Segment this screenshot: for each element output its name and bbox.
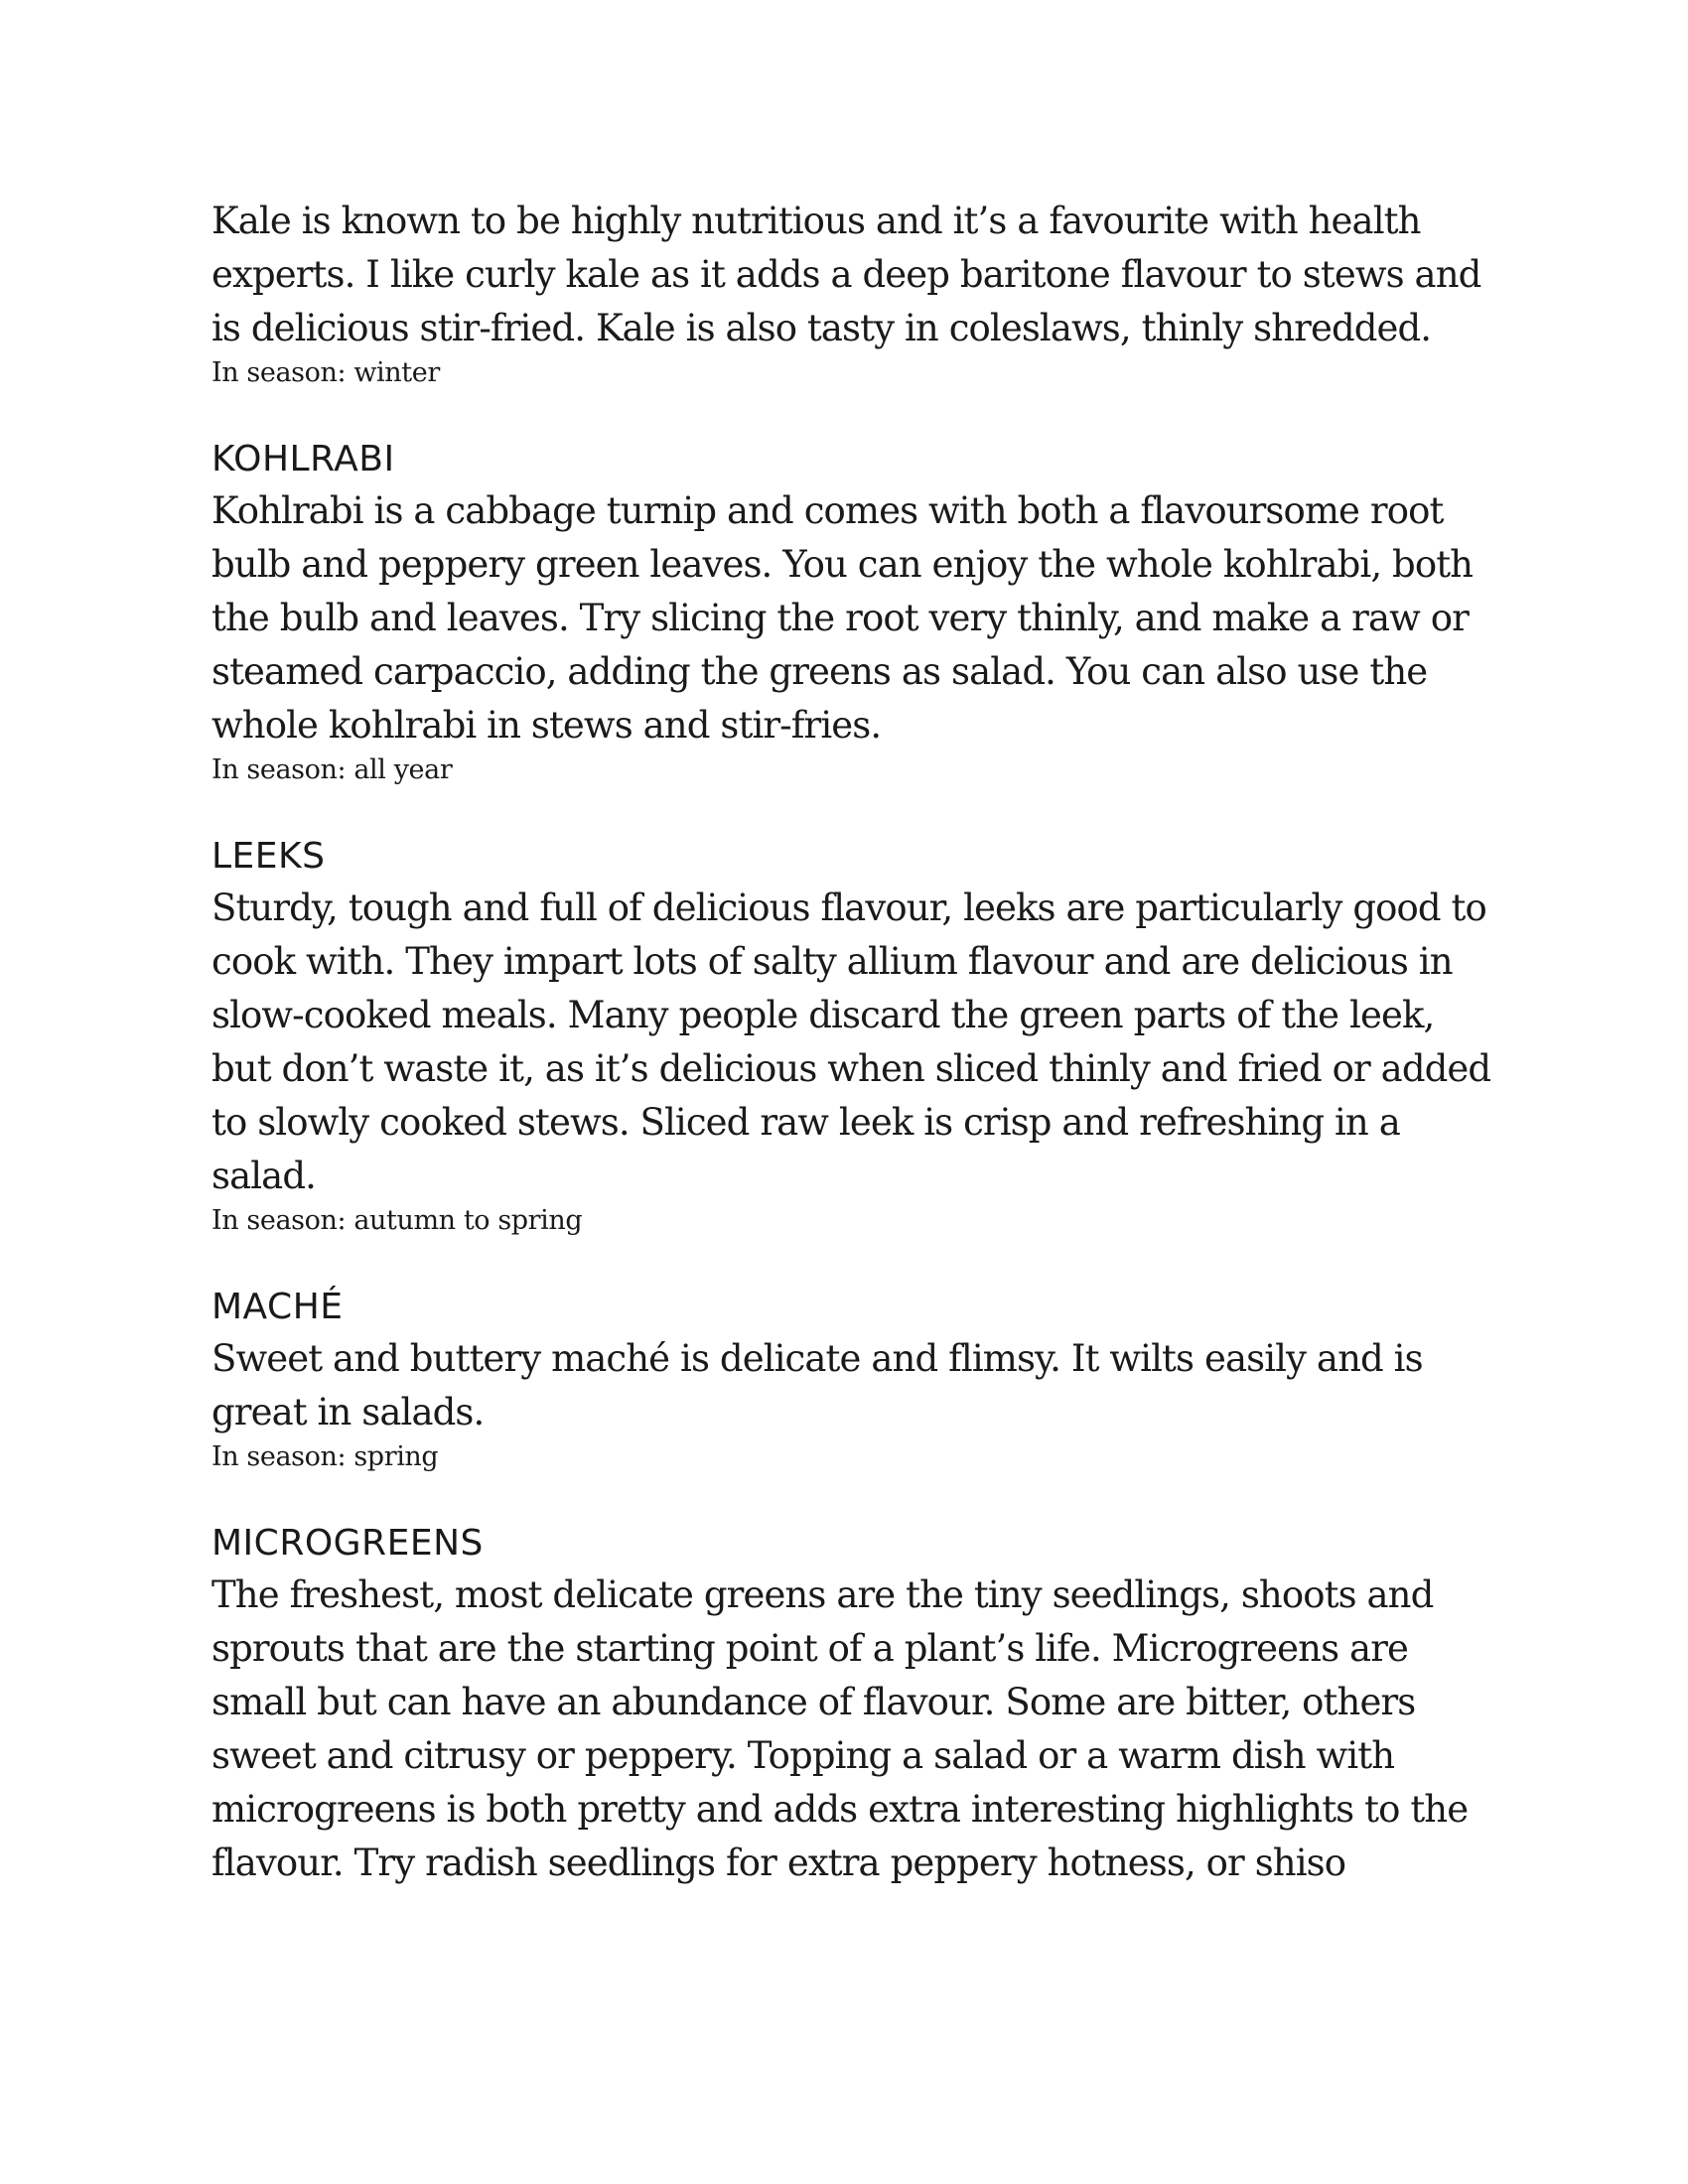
kohlrabi-description: Kohlrabi is a cabbage turnip and comes with both a flavoursome root bulb and peppery green leaves. You can enjoy the whole kohlrabi, both the bulb and leaves. Try slicing the root very thinly, and make a raw or steamed carpaccio, adding the greens as salad. You can also use the whole kohlrabi in stews and stir-fries. [211, 489, 1474, 747]
section-mache [211, 1283, 1502, 1475]
mache-description: Sweet and buttery maché is delicate and flimsy. It wilts easily and is great in salads. [211, 1337, 1423, 1433]
section-leeks [211, 832, 1502, 1239]
kale-description: Kale is known to be highly nutritious and it’s a favourite with health experts. I like curly kale as it adds a deep baritone flavour to stews and is delicious stir-fried. Kale is also tasty in coleslaws, thinly shredded. [211, 200, 1481, 349]
mache-heading: MACHÉ [211, 1287, 344, 1327]
section-microgreens [211, 1519, 1502, 1890]
document-page [211, 195, 1502, 1890]
leeks-heading: LEEKS [211, 836, 326, 877]
mache-season: In season: spring [211, 1441, 439, 1472]
section-kohlrabi [211, 435, 1502, 788]
microgreens-description: The freshest, most delicate greens are the tiny seedlings, shoots and sprouts that are the starting point of a plant’s life. Microgreens are small but can have an abundance of flavour. Some are bitter, others sweet and citrusy or peppery. Topping a salad or a warm dish with microgreens is both pretty and adds extra interesting highlights to the flavour. Try radish seedlings for extra peppery hotness, or shiso [211, 1573, 1469, 1884]
leeks-description: Sturdy, tough and full of delicious flavour, leeks are particularly good to cook with. They impart lots of salty allium flavour and are delicious in slow-cooked meals. Many people discard the green parts of the leek, but don’t waste it, as it’s delicious when sliced thinly and fried or added to slowly cooked stews. Sliced raw leek is crisp and refreshing in a salad. [211, 887, 1491, 1197]
kohlrabi-heading: KOHLRABI [211, 439, 395, 479]
kohlrabi-season: In season: all year [211, 754, 453, 785]
microgreens-heading: MICROGREENS [211, 1523, 484, 1564]
leeks-season: In season: autumn to spring [211, 1205, 583, 1236]
kale-season: In season: winter [211, 357, 440, 388]
section-kale [211, 195, 1502, 391]
